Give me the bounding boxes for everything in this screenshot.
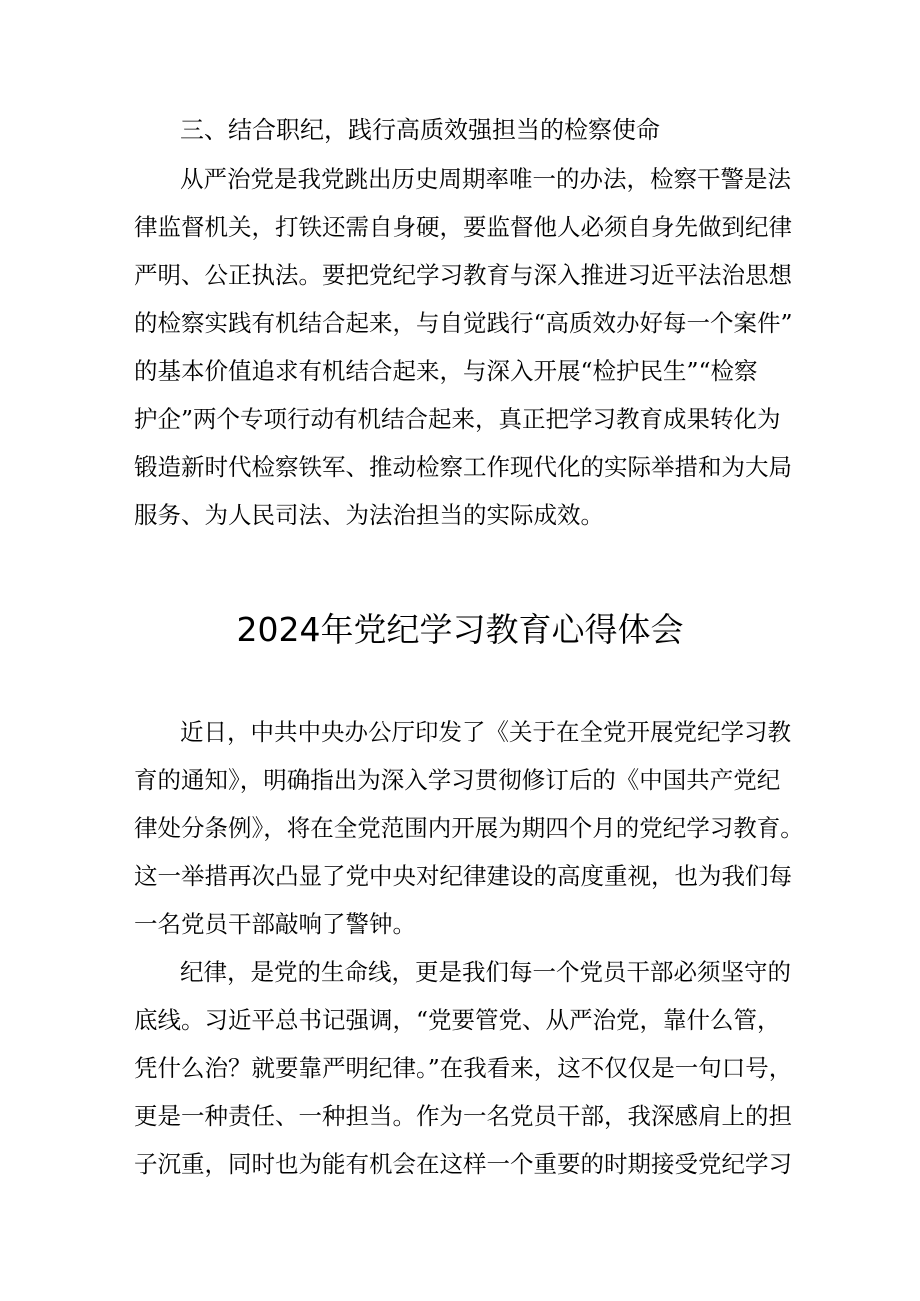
paragraph-line: 律处分条例》，将在全党范围内开展为期四个月的党纪学习教育。 xyxy=(134,814,804,842)
paragraph-line: 纪律，是党的生命线，更是我们每一个党员干部必须坚守的 xyxy=(180,958,791,986)
paragraph-line: 严明、公正执法。要把党纪学习教育与深入推进习近平法治思想 xyxy=(134,261,792,289)
paragraph-line: 这一举措再次凸显了党中央对纪律建设的高度重视，也为我们每 xyxy=(134,862,792,890)
paragraph-line: 服务、为人民司法、为法治担当的实际成效。 xyxy=(134,501,604,529)
paragraph-line: 一名党员干部敲响了警钟。 xyxy=(134,910,416,938)
paragraph-line: 底线。习近平总书记强调，“党要管党、从严治党，靠什么管， xyxy=(134,1006,781,1034)
paragraph-line: 育的通知》，明确指出为深入学习贯彻修订后的《中国共产党纪 xyxy=(134,766,781,794)
section-body xyxy=(134,155,794,539)
article-title: 2024年党纪学习教育心得体会 xyxy=(236,610,684,649)
section-heading: 三、结合职纪，践行高质效强担当的检察使命 xyxy=(180,116,660,144)
paragraph-line: 子沉重，同时也为能有机会在这样一个重要的时期接受党纪学习 xyxy=(134,1150,792,1178)
paragraph-line: 凭什么治？就要靠严明纪律。”在我看来，这不仅仅是一句口号， xyxy=(134,1054,793,1082)
paragraph-line: 律监督机关，打铁还需自身硬，要监督他人必须自身先做到纪律 xyxy=(134,213,792,241)
paragraph-line: 护企”两个专项行动有机结合起来，真正把学习教育成果转化为 xyxy=(134,405,781,433)
paragraph-line: 更是一种责任、一种担当。作为一名党员干部，我深感肩上的担 xyxy=(134,1102,792,1130)
paragraph-line: 近日，中共中央办公厅印发了《关于在全党开展党纪学习教 xyxy=(180,718,791,746)
article-body xyxy=(134,708,804,1188)
paragraph-line: 从严治党是我党跳出历史周期率唯一的办法，检察干警是法 xyxy=(180,165,791,193)
section-paragraph xyxy=(134,155,794,539)
article-paragraph-2 xyxy=(134,948,794,1188)
article-paragraph-1 xyxy=(134,708,804,948)
paragraph-line: 的检察实践有机结合起来，与自觉践行“高质效办好每一个案件” xyxy=(134,309,793,337)
paragraph-line: 锻造新时代检察铁军、推动检察工作现代化的实际举措和为大局 xyxy=(134,453,792,481)
paragraph-line: 的基本价值追求有机结合起来，与深入开展“检护民生”“检察 xyxy=(134,357,758,385)
